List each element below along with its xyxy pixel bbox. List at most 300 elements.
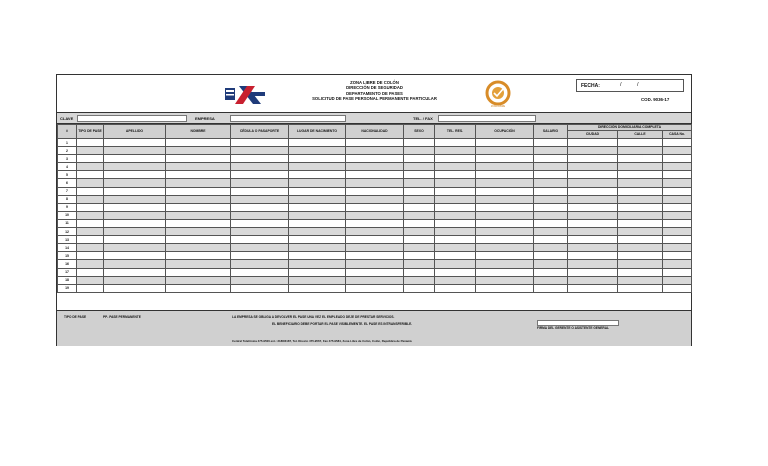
table-cell[interactable]	[77, 244, 104, 252]
table-cell[interactable]	[166, 244, 231, 252]
table-cell[interactable]	[476, 163, 534, 171]
table-cell[interactable]	[568, 244, 618, 252]
table-cell[interactable]	[534, 284, 568, 292]
table-cell[interactable]	[663, 155, 692, 163]
table-cell[interactable]	[404, 179, 435, 187]
seal-text: ZONA LIBRE	[491, 105, 506, 108]
table-cell[interactable]	[476, 236, 534, 244]
table-cell[interactable]	[568, 268, 618, 276]
table-cell[interactable]	[166, 187, 231, 195]
table-cell[interactable]	[534, 147, 568, 155]
table-cell[interactable]	[404, 284, 435, 292]
table-cell[interactable]	[568, 219, 618, 227]
table-cell[interactable]	[534, 171, 568, 179]
table-cell[interactable]	[534, 195, 568, 203]
table-cell[interactable]	[476, 252, 534, 260]
table-cell[interactable]	[77, 276, 104, 284]
table-cell[interactable]	[77, 155, 104, 163]
table-cell[interactable]	[166, 228, 231, 236]
table-cell[interactable]	[618, 195, 663, 203]
table-cell[interactable]	[404, 260, 435, 268]
pass-request-form	[56, 74, 692, 346]
table-cell[interactable]	[618, 147, 663, 155]
table-cell[interactable]	[476, 155, 534, 163]
title-line-1: ZONA LIBRE DE COLÓN	[350, 80, 399, 85]
table-cell[interactable]	[346, 219, 404, 227]
col-header: NOMBRE	[166, 125, 231, 139]
table-cell[interactable]	[534, 211, 568, 219]
return-notice: LA EMPRESA SE OBLIGA A DEVOLVER EL PASE UNA VEZ EL EMPLEADO DEJE DE PRESTAR SERVICIOS.	[232, 315, 395, 319]
table-row	[58, 147, 692, 155]
table-cell[interactable]	[231, 179, 289, 187]
table-cell[interactable]	[618, 268, 663, 276]
fecha-field[interactable]	[576, 79, 684, 92]
table-cell[interactable]	[534, 139, 568, 147]
table-cell[interactable]	[289, 139, 346, 147]
table-cell[interactable]	[104, 252, 166, 260]
table-cell[interactable]	[435, 211, 476, 219]
table-cell[interactable]	[77, 187, 104, 195]
table-cell[interactable]	[435, 236, 476, 244]
table-cell[interactable]	[289, 244, 346, 252]
table-cell[interactable]	[568, 211, 618, 219]
col-header: APELLIDO	[104, 125, 166, 139]
table-cell[interactable]	[289, 171, 346, 179]
row-number: 8	[58, 195, 77, 203]
table-cell[interactable]	[346, 187, 404, 195]
table-cell[interactable]	[435, 147, 476, 155]
table-cell[interactable]	[476, 211, 534, 219]
table-cell[interactable]	[104, 268, 166, 276]
row-number: 11	[58, 219, 77, 227]
col-header: CIUDAD	[568, 131, 618, 139]
col-header: SEXO	[404, 125, 435, 139]
table-cell[interactable]	[166, 260, 231, 268]
table-cell[interactable]	[476, 195, 534, 203]
col-header: CALLE	[618, 131, 663, 139]
table-cell[interactable]	[104, 244, 166, 252]
table-cell[interactable]	[289, 276, 346, 284]
table-cell[interactable]	[346, 171, 404, 179]
table-cell[interactable]	[77, 284, 104, 292]
table-cell[interactable]	[534, 260, 568, 268]
table-cell[interactable]	[166, 276, 231, 284]
table-cell[interactable]	[618, 179, 663, 187]
table-cell[interactable]	[534, 203, 568, 211]
table-cell[interactable]	[104, 236, 166, 244]
table-cell[interactable]	[104, 203, 166, 211]
table-cell[interactable]	[534, 179, 568, 187]
table-cell[interactable]	[435, 195, 476, 203]
table-cell[interactable]	[231, 171, 289, 179]
table-cell[interactable]	[568, 276, 618, 284]
table-cell[interactable]	[289, 252, 346, 260]
table-cell[interactable]	[289, 284, 346, 292]
table-cell[interactable]	[289, 260, 346, 268]
table-cell[interactable]	[404, 171, 435, 179]
row-number: 9	[58, 203, 77, 211]
table-row	[58, 284, 692, 292]
table-cell[interactable]	[231, 147, 289, 155]
table-cell[interactable]	[166, 195, 231, 203]
table-cell[interactable]	[346, 147, 404, 155]
table-cell[interactable]	[568, 228, 618, 236]
table-cell[interactable]	[568, 203, 618, 211]
table-cell[interactable]	[166, 163, 231, 171]
form-title-block	[287, 80, 462, 102]
table-cell[interactable]	[568, 179, 618, 187]
table-cell[interactable]	[77, 203, 104, 211]
table-cell[interactable]	[346, 284, 404, 292]
table-row	[58, 155, 692, 163]
table-cell[interactable]	[568, 236, 618, 244]
table-row	[58, 236, 692, 244]
table-cell[interactable]	[568, 195, 618, 203]
table-cell[interactable]	[476, 228, 534, 236]
table-cell[interactable]	[166, 268, 231, 276]
table-cell[interactable]	[435, 284, 476, 292]
col-header: LUGAR DE NACIMIENTO	[289, 125, 346, 139]
table-cell[interactable]	[435, 139, 476, 147]
table-cell[interactable]	[618, 228, 663, 236]
table-cell[interactable]	[618, 244, 663, 252]
table-cell[interactable]	[618, 171, 663, 179]
table-cell[interactable]	[568, 252, 618, 260]
table-cell[interactable]	[534, 252, 568, 260]
table-cell[interactable]	[404, 147, 435, 155]
table-cell[interactable]	[534, 244, 568, 252]
fecha-label: FECHA:	[581, 83, 600, 89]
table-cell[interactable]	[289, 155, 346, 163]
table-cell[interactable]	[166, 155, 231, 163]
table-cell[interactable]	[289, 195, 346, 203]
table-cell[interactable]	[231, 163, 289, 171]
table-cell[interactable]	[231, 203, 289, 211]
table-cell[interactable]	[618, 155, 663, 163]
table-cell[interactable]	[77, 219, 104, 227]
table-cell[interactable]	[476, 244, 534, 252]
table-cell[interactable]	[663, 219, 692, 227]
table-cell[interactable]	[663, 195, 692, 203]
table-cell[interactable]	[77, 268, 104, 276]
table-cell[interactable]	[404, 155, 435, 163]
row-number: 13	[58, 236, 77, 244]
table-cell[interactable]	[476, 187, 534, 195]
table-cell[interactable]	[346, 276, 404, 284]
table-cell[interactable]	[476, 139, 534, 147]
table-cell[interactable]	[568, 163, 618, 171]
address-group-header: DIRECCIÓN DOMICILIARIA COMPLETA	[568, 125, 692, 131]
table-cell[interactable]	[534, 228, 568, 236]
table-row	[58, 139, 692, 147]
table-cell[interactable]	[404, 268, 435, 276]
form-code: COD. 9036-17	[641, 97, 670, 102]
table-cell[interactable]	[289, 211, 346, 219]
table-cell[interactable]	[568, 284, 618, 292]
table-cell[interactable]	[166, 252, 231, 260]
table-cell[interactable]	[435, 219, 476, 227]
table-cell[interactable]	[568, 139, 618, 147]
table-cell[interactable]	[618, 252, 663, 260]
table-row	[58, 211, 692, 219]
table-cell[interactable]	[663, 284, 692, 292]
row-number: 16	[58, 260, 77, 268]
table-cell[interactable]	[404, 139, 435, 147]
table-cell[interactable]	[404, 252, 435, 260]
table-cell[interactable]	[346, 268, 404, 276]
row-number: 12	[58, 228, 77, 236]
table-cell[interactable]	[568, 171, 618, 179]
table-cell[interactable]	[231, 260, 289, 268]
row-number: 5	[58, 171, 77, 179]
table-cell[interactable]	[77, 252, 104, 260]
table-cell[interactable]	[663, 244, 692, 252]
table-cell[interactable]	[77, 179, 104, 187]
table-row	[58, 195, 692, 203]
table-cell[interactable]	[568, 260, 618, 268]
table-cell[interactable]	[104, 147, 166, 155]
table-cell[interactable]	[404, 163, 435, 171]
table-cell[interactable]	[77, 260, 104, 268]
table-cell[interactable]	[663, 236, 692, 244]
table-cell[interactable]	[404, 236, 435, 244]
table-cell[interactable]	[77, 139, 104, 147]
title-line-4: SOLICITUD DE PASE PERSONAL PERMANENTE PARTICULAR	[312, 96, 437, 102]
row-number: 3	[58, 155, 77, 163]
table-cell[interactable]	[618, 163, 663, 171]
row-number: 7	[58, 187, 77, 195]
table-cell[interactable]	[435, 252, 476, 260]
table-cell[interactable]	[289, 228, 346, 236]
table-cell[interactable]	[346, 155, 404, 163]
table-cell[interactable]	[346, 260, 404, 268]
form-footer	[57, 310, 691, 346]
table-cell[interactable]	[231, 139, 289, 147]
table-cell[interactable]	[476, 260, 534, 268]
table-cell[interactable]	[77, 195, 104, 203]
col-header: NACIONALIDAD	[346, 125, 404, 139]
table-cell[interactable]	[534, 236, 568, 244]
table-cell[interactable]	[166, 284, 231, 292]
table-cell[interactable]	[77, 211, 104, 219]
table-cell[interactable]	[618, 219, 663, 227]
table-cell[interactable]	[77, 163, 104, 171]
table-cell[interactable]	[404, 211, 435, 219]
table-cell[interactable]	[346, 252, 404, 260]
table-cell[interactable]	[231, 187, 289, 195]
table-cell[interactable]	[663, 139, 692, 147]
row-number: 17	[58, 268, 77, 276]
table-cell[interactable]	[104, 155, 166, 163]
table-cell[interactable]	[231, 219, 289, 227]
table-cell[interactable]	[618, 187, 663, 195]
table-cell[interactable]	[166, 171, 231, 179]
table-cell[interactable]	[346, 195, 404, 203]
table-cell[interactable]	[435, 171, 476, 179]
table-cell[interactable]	[231, 276, 289, 284]
table-cell[interactable]	[663, 268, 692, 276]
table-cell[interactable]	[231, 268, 289, 276]
table-cell[interactable]	[476, 179, 534, 187]
table-cell[interactable]	[104, 276, 166, 284]
table-cell[interactable]	[476, 268, 534, 276]
table-cell[interactable]	[618, 139, 663, 147]
table-cell[interactable]	[568, 155, 618, 163]
table-cell[interactable]	[231, 284, 289, 292]
table-cell[interactable]	[476, 219, 534, 227]
table-cell[interactable]	[166, 236, 231, 244]
table-cell[interactable]	[476, 276, 534, 284]
table-cell[interactable]	[476, 284, 534, 292]
table-cell[interactable]	[289, 203, 346, 211]
table-cell[interactable]	[435, 155, 476, 163]
table-cell[interactable]	[104, 219, 166, 227]
table-cell[interactable]	[104, 260, 166, 268]
table-cell[interactable]	[166, 211, 231, 219]
table-cell[interactable]	[663, 260, 692, 268]
col-header: TEL. RES.	[435, 125, 476, 139]
table-cell[interactable]	[104, 163, 166, 171]
table-cell[interactable]	[104, 187, 166, 195]
table-cell[interactable]	[289, 179, 346, 187]
table-cell[interactable]	[404, 203, 435, 211]
table-cell[interactable]	[166, 179, 231, 187]
table-cell[interactable]	[346, 211, 404, 219]
table-cell[interactable]	[404, 244, 435, 252]
table-cell[interactable]	[289, 219, 346, 227]
table-cell[interactable]	[104, 228, 166, 236]
row-number: 1	[58, 139, 77, 147]
table-cell[interactable]	[346, 228, 404, 236]
table-cell[interactable]	[534, 163, 568, 171]
table-cell[interactable]	[346, 163, 404, 171]
company-info-row	[57, 113, 691, 124]
table-row	[58, 228, 692, 236]
table-cell[interactable]	[568, 147, 618, 155]
tel-fax-label: TEL. / FAX	[413, 116, 433, 121]
table-cell[interactable]	[104, 171, 166, 179]
table-cell[interactable]	[435, 179, 476, 187]
table-cell[interactable]	[435, 163, 476, 171]
table-cell[interactable]	[476, 147, 534, 155]
table-cell[interactable]	[663, 203, 692, 211]
table-cell[interactable]	[618, 236, 663, 244]
table-cell[interactable]	[663, 228, 692, 236]
table-cell[interactable]	[404, 195, 435, 203]
table-cell[interactable]	[231, 195, 289, 203]
table-cell[interactable]	[618, 284, 663, 292]
table-cell[interactable]	[663, 179, 692, 187]
table-cell[interactable]	[231, 228, 289, 236]
table-cell[interactable]	[404, 187, 435, 195]
table-cell[interactable]	[663, 163, 692, 171]
table-cell[interactable]	[476, 203, 534, 211]
table-cell[interactable]	[289, 236, 346, 244]
table-cell[interactable]	[166, 139, 231, 147]
table-cell[interactable]	[346, 236, 404, 244]
table-cell[interactable]	[435, 268, 476, 276]
table-cell[interactable]	[663, 187, 692, 195]
table-cell[interactable]	[435, 187, 476, 195]
table-cell[interactable]	[534, 187, 568, 195]
table-cell[interactable]	[435, 203, 476, 211]
table-cell[interactable]	[289, 268, 346, 276]
table-cell[interactable]	[289, 187, 346, 195]
table-cell[interactable]	[104, 211, 166, 219]
table-cell[interactable]	[231, 236, 289, 244]
col-header: CASA No.	[663, 131, 692, 139]
table-cell[interactable]	[104, 284, 166, 292]
table-cell[interactable]	[663, 276, 692, 284]
tel-fax-input[interactable]	[438, 115, 536, 122]
table-cell[interactable]	[231, 252, 289, 260]
table-cell[interactable]	[404, 276, 435, 284]
table-cell[interactable]	[534, 155, 568, 163]
table-cell[interactable]	[618, 211, 663, 219]
table-cell[interactable]	[568, 187, 618, 195]
table-row	[58, 163, 692, 171]
title-line-2: DIRECCIÓN DE SEGURIDAD	[346, 85, 403, 91]
clave-input[interactable]	[77, 115, 187, 122]
table-cell[interactable]	[346, 139, 404, 147]
table-cell[interactable]	[618, 260, 663, 268]
table-cell[interactable]	[435, 276, 476, 284]
contact-info: Central Telefónica 475-9500 ext.: 3188/3187, Tel. Directo 475-9567, Fax 475-9584, Zona Libre de Colón, Colón, República de Panamá	[232, 339, 412, 343]
table-row	[58, 187, 692, 195]
col-header: #	[58, 125, 77, 139]
table-cell[interactable]	[104, 179, 166, 187]
table-cell[interactable]	[476, 171, 534, 179]
tipo-pase-label: TIPO DE PASE	[64, 315, 87, 319]
table-cell[interactable]	[435, 228, 476, 236]
table-cell[interactable]	[231, 155, 289, 163]
table-cell[interactable]	[534, 219, 568, 227]
table-cell[interactable]	[104, 139, 166, 147]
table-cell[interactable]	[231, 244, 289, 252]
table-cell[interactable]	[77, 171, 104, 179]
row-number: 19	[58, 284, 77, 292]
table-cell[interactable]	[663, 211, 692, 219]
empresa-input[interactable]	[230, 115, 346, 122]
table-cell[interactable]	[534, 268, 568, 276]
table-cell[interactable]	[166, 219, 231, 227]
table-cell[interactable]	[104, 195, 166, 203]
table-cell[interactable]	[77, 147, 104, 155]
table-cell[interactable]	[77, 236, 104, 244]
table-cell[interactable]	[404, 219, 435, 227]
fecha-separator: /	[637, 82, 639, 88]
table-cell[interactable]	[618, 276, 663, 284]
table-cell[interactable]	[663, 171, 692, 179]
table-cell[interactable]	[404, 228, 435, 236]
table-cell[interactable]	[663, 252, 692, 260]
table-cell[interactable]	[534, 276, 568, 284]
table-cell[interactable]	[166, 147, 231, 155]
table-row	[58, 276, 692, 284]
table-cell[interactable]	[346, 244, 404, 252]
table-cell[interactable]	[289, 147, 346, 155]
table-cell[interactable]	[618, 203, 663, 211]
table-cell[interactable]	[346, 179, 404, 187]
table-cell[interactable]	[231, 211, 289, 219]
table-cell[interactable]	[435, 244, 476, 252]
table-cell[interactable]	[346, 203, 404, 211]
table-cell[interactable]	[435, 260, 476, 268]
table-cell[interactable]	[77, 228, 104, 236]
table-cell[interactable]	[663, 147, 692, 155]
table-cell[interactable]	[289, 163, 346, 171]
table-cell[interactable]	[166, 203, 231, 211]
